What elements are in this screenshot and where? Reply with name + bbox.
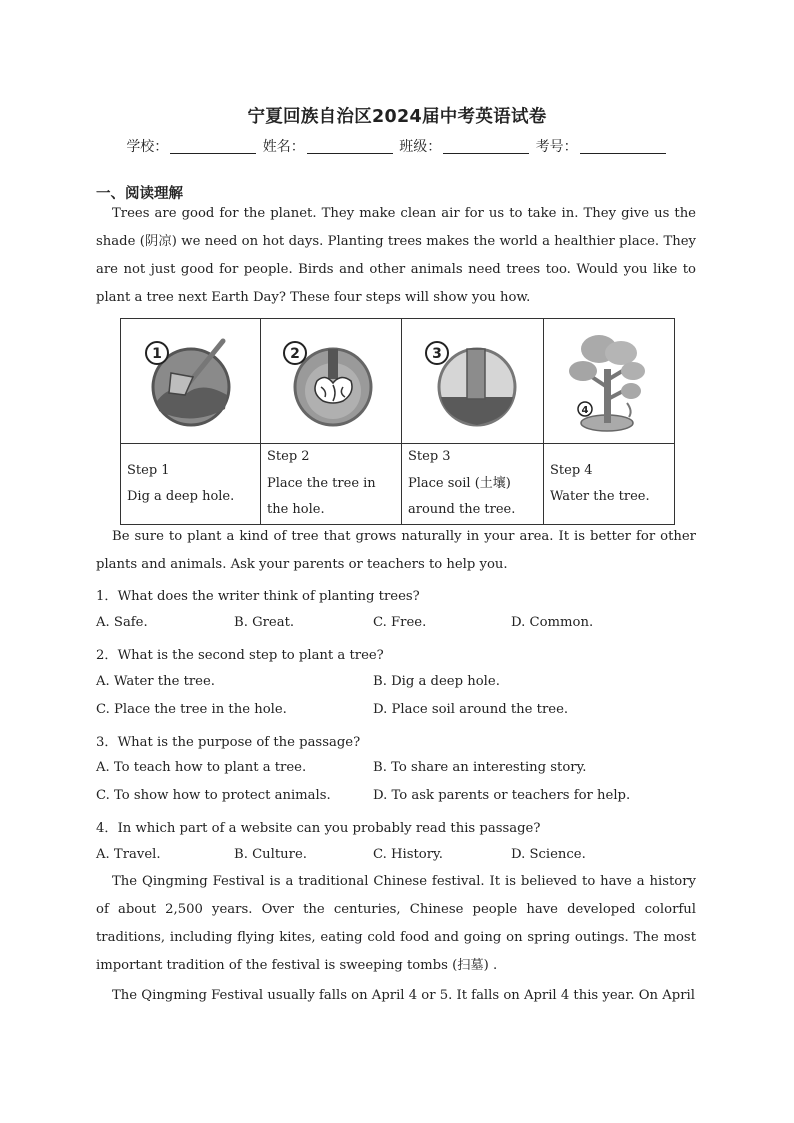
step1-text: Dig a deep hole. bbox=[127, 489, 235, 504]
question-4-stem: 4．In which part of a website can you probably read this passage? bbox=[96, 821, 541, 836]
q1-option-b[interactable]: B. Great. bbox=[234, 615, 295, 630]
step1-image-cell bbox=[121, 319, 261, 444]
tree-roots-icon bbox=[281, 331, 381, 431]
q2-option-b[interactable]: B. Dig a deep hole. bbox=[373, 674, 500, 689]
q4-option-b[interactable]: B. Culture. bbox=[234, 847, 307, 862]
step3-text-cell bbox=[402, 444, 544, 525]
step2-text-cell bbox=[261, 444, 402, 525]
q3-option-a[interactable]: A. To teach how to plant a tree. bbox=[96, 760, 307, 775]
step2-title: Step 2 bbox=[267, 449, 310, 465]
school-blank[interactable] bbox=[170, 139, 256, 154]
step2-image-cell bbox=[261, 319, 402, 444]
exam-number-blank[interactable] bbox=[580, 139, 666, 154]
exam-number-label: 考号： bbox=[535, 139, 578, 155]
passage1-outro: Be sure to plant a kind of tree that grows naturally in your area. It is better for other plants and animals. Ask your parents or teachers to help you. bbox=[96, 529, 696, 572]
soil-trunk-icon bbox=[423, 331, 523, 431]
q1-option-c[interactable]: C. Free. bbox=[373, 615, 427, 630]
q3-option-b[interactable]: B. To share an interesting story. bbox=[373, 760, 587, 775]
shovel-icon bbox=[141, 331, 241, 431]
step4-text: Water the tree. bbox=[550, 489, 650, 504]
q3-option-d[interactable]: D. To ask parents or teachers for help. bbox=[373, 788, 631, 803]
step2-badge: 2 bbox=[290, 346, 300, 362]
class-label: 班级： bbox=[399, 139, 442, 155]
q2-option-a[interactable]: A. Water the tree. bbox=[96, 674, 215, 689]
question-3-stem: 3．What is the purpose of the passage? bbox=[96, 735, 361, 750]
q4-option-a[interactable]: A. Travel. bbox=[96, 847, 161, 862]
steps-table bbox=[120, 318, 675, 525]
q1-option-a[interactable]: A. Safe. bbox=[96, 615, 148, 630]
section-heading: 一、阅读理解 bbox=[96, 186, 183, 202]
passage2-paragraph-1: The Qingming Festival is a traditional Chinese festival. It is believed to have a history of about 2,500 years. Over the centuries, Chinese people have developed colorful traditions, including flying kites, eating cold food and going on spring outings. The most important tradition of the festival is sweeping tombs (扫墓) . bbox=[96, 874, 696, 973]
step1-title: Step 1 bbox=[127, 462, 170, 478]
question-2-stem: 2．What is the second step to plant a tree? bbox=[96, 648, 384, 663]
page-title: 宁夏回族自治区2024届中考英语试卷 bbox=[247, 107, 547, 127]
growing-tree-icon bbox=[559, 327, 659, 435]
passage2-paragraph-2: The Qingming Festival usually falls on April 4 or 5. It falls on April 4 this year. On April bbox=[112, 988, 695, 1003]
step3-image-cell bbox=[402, 319, 544, 444]
q4-option-c[interactable]: C. History. bbox=[373, 847, 443, 862]
name-label: 姓名： bbox=[262, 139, 305, 155]
school-label: 学校： bbox=[126, 139, 169, 155]
q3-option-c[interactable]: C. To show how to protect animals. bbox=[96, 788, 331, 803]
step2-text: Place the tree in the hole. bbox=[267, 475, 376, 518]
step4-title: Step 4 bbox=[550, 462, 593, 478]
step4-image-cell bbox=[544, 319, 675, 444]
step3-text: Place soil (土壤) around the tree. bbox=[408, 475, 516, 518]
q1-option-d[interactable]: D. Common. bbox=[511, 615, 594, 630]
step1-badge: 1 bbox=[151, 346, 162, 362]
student-info-line bbox=[0, 136, 794, 156]
class-blank[interactable] bbox=[443, 139, 529, 154]
step4-badge: 4 bbox=[581, 405, 589, 416]
passage1-intro: Trees are good for the planet. They make clean air for us to take in. They give us the shade (阴凉) we need on hot days. Planting trees makes the world a healthier place. They are not just good for people. Birds and other animals need trees too. Would you like to plant a tree next Earth Day? These four steps will show you how. bbox=[96, 206, 696, 305]
step3-title: Step 3 bbox=[408, 449, 451, 465]
step4-text-cell bbox=[544, 444, 675, 525]
name-blank[interactable] bbox=[307, 139, 393, 154]
q2-option-d[interactable]: D. Place soil around the tree. bbox=[373, 702, 569, 717]
question-1-stem: 1．What does the writer think of planting trees? bbox=[96, 589, 420, 604]
step1-text-cell bbox=[121, 444, 261, 525]
step3-badge: 3 bbox=[431, 346, 442, 362]
q4-option-d[interactable]: D. Science. bbox=[511, 847, 586, 862]
q2-option-c[interactable]: C. Place the tree in the hole. bbox=[96, 702, 287, 717]
